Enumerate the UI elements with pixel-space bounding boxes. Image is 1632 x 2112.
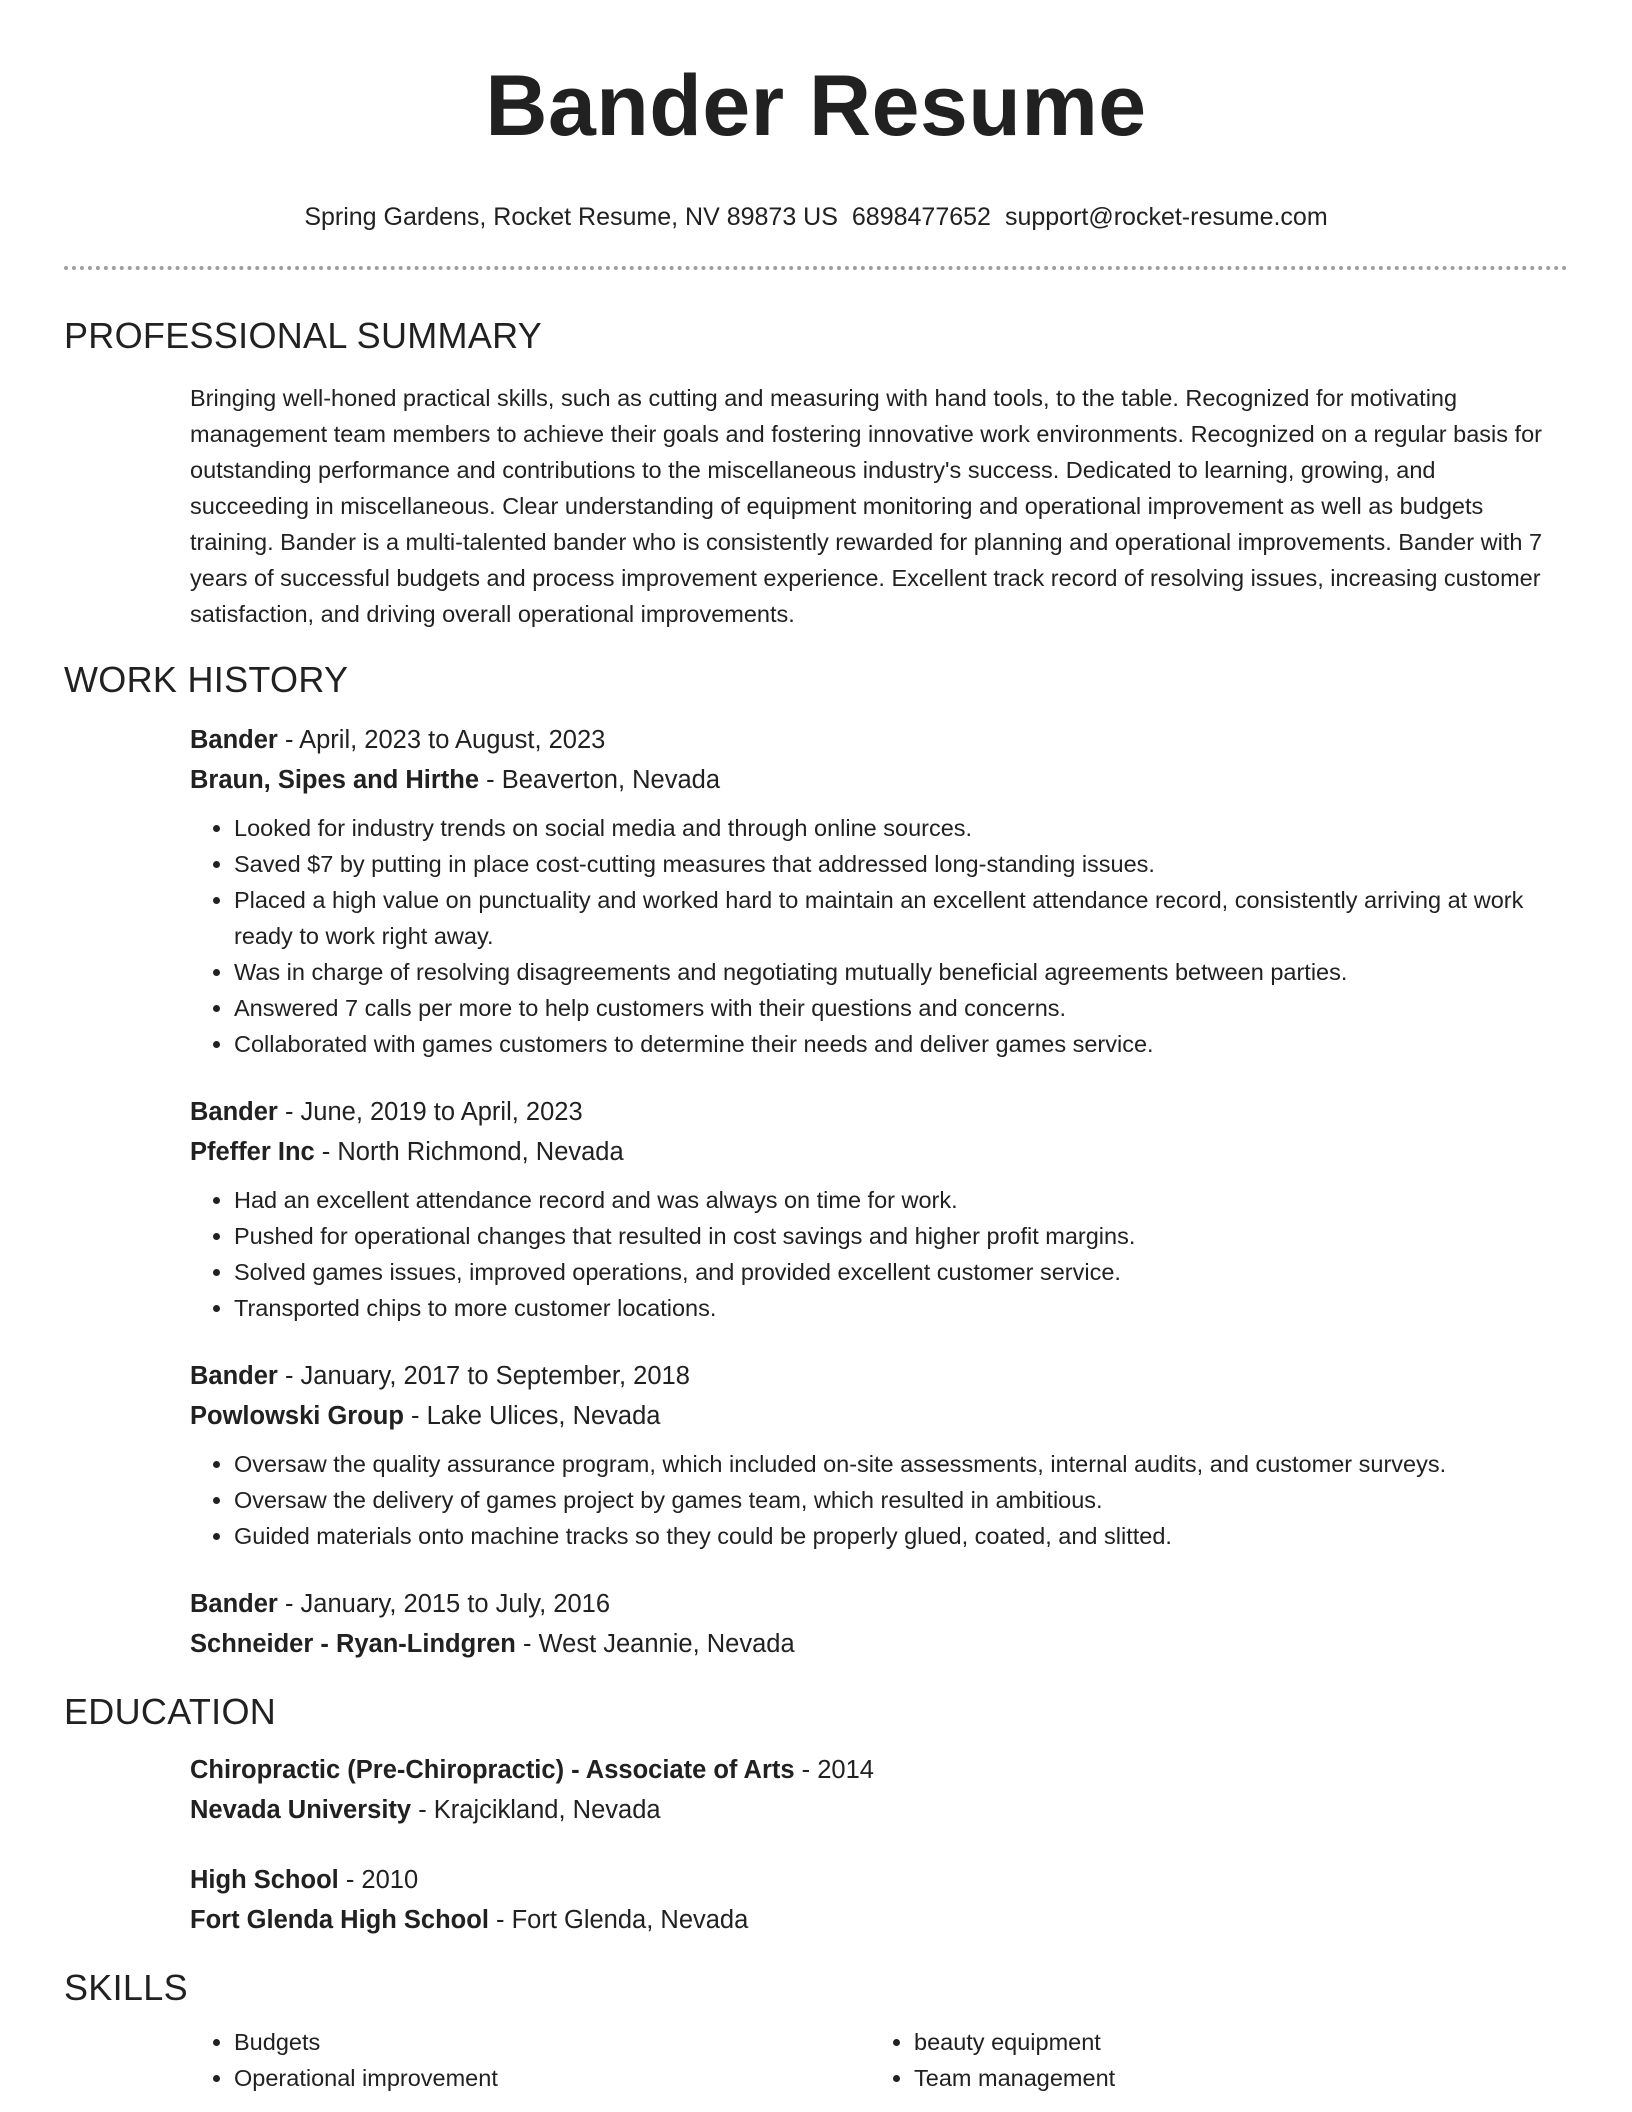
skills-column-right bbox=[870, 2024, 1570, 2096]
skill-item: • Operational improvement bbox=[234, 2060, 870, 2096]
job-bullet: • Transported chips to more customer locations. bbox=[234, 1290, 1548, 1326]
skills-column-left bbox=[190, 2024, 870, 2096]
job-bullet: • Placed a high value on punctuality and worked hard to maintain an excellent attendance record, consistently arriving at work ready to work right away. bbox=[234, 882, 1548, 954]
skill-item: • Team management bbox=[914, 2060, 1570, 2096]
job-company: Pfeffer Inc bbox=[190, 1138, 315, 1166]
job-bullet: • Oversaw the quality assurance program, which included on-site assessments, internal audits, and customer surveys. bbox=[234, 1446, 1548, 1482]
education-degree: Chiropractic (Pre-Chiropractic) - Associate of Arts bbox=[190, 1756, 795, 1784]
job-dates: - January, 2015 to July, 2016 bbox=[277, 1590, 611, 1618]
job-company-line bbox=[190, 1396, 1568, 1436]
education-entry bbox=[190, 1750, 1568, 1830]
job-role: Bander bbox=[190, 1098, 278, 1126]
job-entry bbox=[190, 720, 1568, 1062]
job-company: Schneider - Ryan-Lindgren bbox=[190, 1630, 516, 1658]
education-heading: EDUCATION bbox=[64, 1691, 277, 1732]
job-title-line bbox=[190, 1584, 1568, 1624]
skills-list bbox=[190, 2024, 1568, 2096]
job-location: - Beaverton, Nevada bbox=[479, 766, 721, 794]
education-location: - Krajcikland, Nevada bbox=[411, 1796, 661, 1824]
contact-phone: 6898477652 bbox=[851, 203, 991, 231]
skill-item: • beauty equipment bbox=[914, 2024, 1570, 2060]
job-bullet: • Pushed for operational changes that resulted in cost savings and higher profit margins. bbox=[234, 1218, 1548, 1254]
job-location: - Lake Ulices, Nevada bbox=[403, 1402, 661, 1430]
job-bullet: • Saved $7 by putting in place cost-cutting measures that addressed long-standing issues. bbox=[234, 846, 1548, 882]
education-location: - Fort Glenda, Nevada bbox=[488, 1906, 749, 1934]
job-bullet: • Collaborated with games customers to determine their needs and deliver games service. bbox=[234, 1026, 1548, 1062]
job-bullet: • Was in charge of resolving disagreements and negotiating mutually beneficial agreements between parties. bbox=[234, 954, 1548, 990]
job-entry bbox=[190, 1092, 1568, 1326]
contact-line bbox=[64, 202, 1568, 232]
header-divider bbox=[64, 266, 1568, 270]
skills-heading: SKILLS bbox=[64, 1967, 188, 2008]
job-bullet: • Had an excellent attendance record and was always on time for work. bbox=[234, 1182, 1548, 1218]
job-dates: - June, 2019 to April, 2023 bbox=[277, 1098, 583, 1126]
education-school-line bbox=[190, 1900, 1568, 1940]
education-year: - 2014 bbox=[794, 1756, 874, 1784]
work-history-heading: WORK HISTORY bbox=[64, 659, 349, 700]
job-bullets bbox=[190, 1182, 1568, 1326]
job-company-line bbox=[190, 1624, 1568, 1664]
job-company-line bbox=[190, 1132, 1568, 1172]
job-company: Powlowski Group bbox=[190, 1402, 404, 1430]
job-location: - West Jeannie, Nevada bbox=[515, 1630, 795, 1658]
job-location: - North Richmond, Nevada bbox=[314, 1138, 624, 1166]
education-year: - 2010 bbox=[338, 1866, 419, 1894]
job-bullets bbox=[190, 1446, 1568, 1554]
education-school: Fort Glenda High School bbox=[190, 1906, 489, 1934]
job-title-line bbox=[190, 1356, 1568, 1396]
contact-email: support@rocket-resume.com bbox=[1004, 203, 1328, 231]
job-bullets bbox=[190, 810, 1568, 1062]
resume-page bbox=[64, 0, 1568, 2096]
job-title-line bbox=[190, 1092, 1568, 1132]
job-bullet: • Looked for industry trends on social media and through online sources. bbox=[234, 810, 1548, 846]
job-dates: - April, 2023 to August, 2023 bbox=[277, 726, 606, 754]
job-bullet: • Oversaw the delivery of games project by games team, which resulted in ambitious. bbox=[234, 1482, 1548, 1518]
job-dates: - January, 2017 to September, 2018 bbox=[277, 1362, 690, 1390]
job-role: Bander bbox=[190, 1590, 278, 1618]
job-entry bbox=[190, 1356, 1568, 1554]
education-entry bbox=[190, 1860, 1568, 1940]
education-school: Nevada University bbox=[190, 1796, 412, 1824]
education-school-line bbox=[190, 1790, 1568, 1830]
job-bullet: • Solved games issues, improved operations, and provided excellent customer service. bbox=[234, 1254, 1548, 1290]
job-role: Bander bbox=[190, 1362, 278, 1390]
job-company: Braun, Sipes and Hirthe bbox=[190, 766, 480, 794]
job-entry bbox=[190, 1584, 1568, 1664]
job-role: Bander bbox=[190, 726, 278, 754]
job-title-line bbox=[190, 720, 1568, 760]
job-bullet: • Guided materials onto machine tracks so they could be properly glued, coated, and slitted. bbox=[234, 1518, 1548, 1554]
summary-text: Bringing well-honed practical skills, such as cutting and measuring with hand tools, to the table. Recognized for motivating management team members to achieve their goals and fostering innovative work environments. Recognized on a regular basis for outstanding performance and contributions to the miscellaneous industry's success. Dedicated to learning, growing, and succeeding in miscellaneous. Clear understanding of equipment monitoring and operational improvement as well as budgets training. Bander is a multi-talented bander who is consistently rewarded for planning and operational improvements. Bander with 7 years of successful budgets and process improvement experience. Excellent track record of resolving issues, increasing customer satisfaction, and driving overall operational improvements. bbox=[190, 385, 1543, 627]
job-bullet: • Answered 7 calls per more to help customers with their questions and concerns. bbox=[234, 990, 1548, 1026]
summary-heading: PROFESSIONAL SUMMARY bbox=[64, 315, 543, 356]
education-degree-line bbox=[190, 1860, 1568, 1900]
education-degree: High School bbox=[190, 1866, 339, 1894]
contact-address: Spring Gardens, Rocket Resume, NV 89873 US bbox=[304, 203, 838, 231]
education-degree-line bbox=[190, 1750, 1568, 1790]
resume-name: Bander Resume bbox=[485, 58, 1147, 154]
job-company-line bbox=[190, 760, 1568, 800]
skill-item: • Budgets bbox=[234, 2024, 870, 2060]
